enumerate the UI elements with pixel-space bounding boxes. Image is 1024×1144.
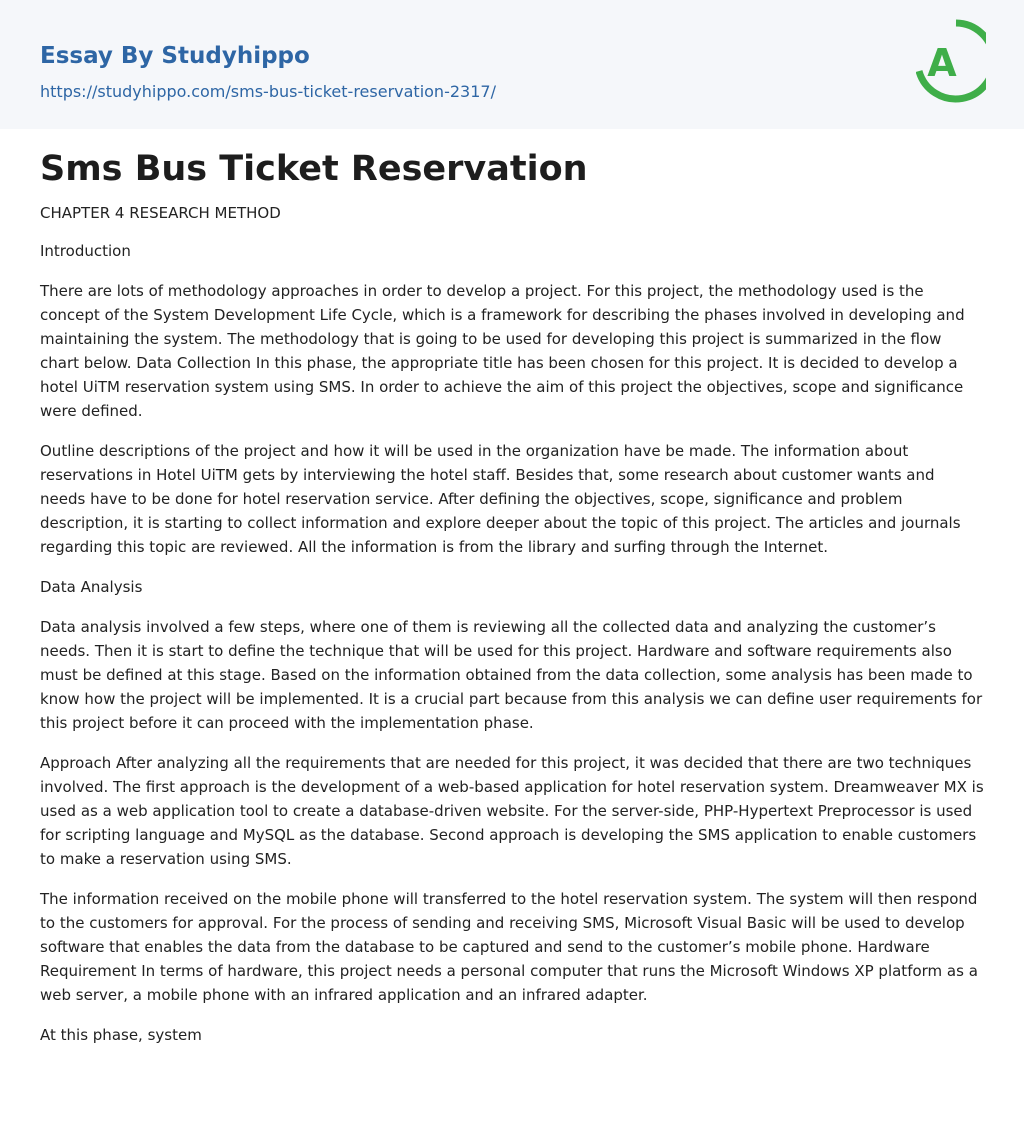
essay-paragraph: Approach After analyzing all the requirements that are needed for this project, it was decided that there are two techniques involved. The first approach is the development of a web-based application for hotel reservation system. Dreamweaver MX is used as a web application tool to create a database-driven website. For the server-side, PHP-Hypertext Preprocessor is used for scripting language and MySQL as the database. Second approach is developing the SMS application to enable customers to make a reservation using SMS. <box>40 754 984 868</box>
essay-content <box>0 149 1024 1047</box>
essay-paragraph: There are lots of methodology approaches in order to develop a project. For this project, the methodology used is the concept of the System Development Life Cycle, which is a framework for describing the phases involved in developing and maintaining the system. The methodology that is going to be used for developing this project is summarized in the flow chart below. Data Collection In this phase, the appropriate title has been chosen for this project. It is decided to develop a hotel UiTM reservation system using SMS. In order to achieve the aim of this project the objectives, scope and significance were defined. <box>40 282 965 420</box>
essay-paragraph: The information received on the mobile phone will transferred to the hotel reservation system. The system will then respond to the customers for approval. For the process of sending and receiving SMS, Microsoft Visual Basic will be used to develop software that enables the data from the database to be captured and send to the customer’s mobile phone. Hardware Requirement In terms of hardware, this project needs a personal computer that runs the Microsoft Windows XP platform as a web server, a mobile phone with an infrared application and an infrared adapter. <box>40 890 978 1004</box>
studyhippo-logo-icon[interactable] <box>916 19 986 105</box>
essay-paragraph: At this phase, system <box>40 1026 202 1044</box>
brand-title: Essay By Studyhippo <box>40 43 310 69</box>
section-heading-data-analysis: Data Analysis <box>40 578 143 596</box>
essay-paragraph: Data analysis involved a few steps, where one of them is reviewing all the collected data and analyzing the customer’s needs. Then it is start to define the technique that will be used for this project. Hardware and software requirements also must be defined at this stage. Based on the information obtained from the data collection, some analysis has been made to know how the project will be implemented. It is a crucial part because from this analysis we can define user requirements for this project before it can proceed with the implementation phase. <box>40 618 983 732</box>
page-title: Sms Bus Ticket Reservation <box>40 149 588 189</box>
logo-letter: A <box>927 41 957 85</box>
source-url-link[interactable]: https://studyhippo.com/sms-bus-ticket-reservation-2317/ <box>40 82 496 101</box>
section-heading-introduction: Introduction <box>40 242 131 260</box>
essay-paragraph: Outline descriptions of the project and how it will be used in the organization have be made. The information about reservations in Hotel UiTM gets by interviewing the hotel staff. Besides that, some research about customer wants and needs have to be done for hotel reservation service. After defining the objectives, scope, significance and problem description, it is starting to collect information and explore deeper about the topic of this project. The articles and journals regarding this topic are reviewed. All the information is from the library and surfing through the Internet. <box>40 442 961 556</box>
page-header <box>0 0 1024 129</box>
chapter-heading: CHAPTER 4 RESEARCH METHOD <box>40 204 281 222</box>
